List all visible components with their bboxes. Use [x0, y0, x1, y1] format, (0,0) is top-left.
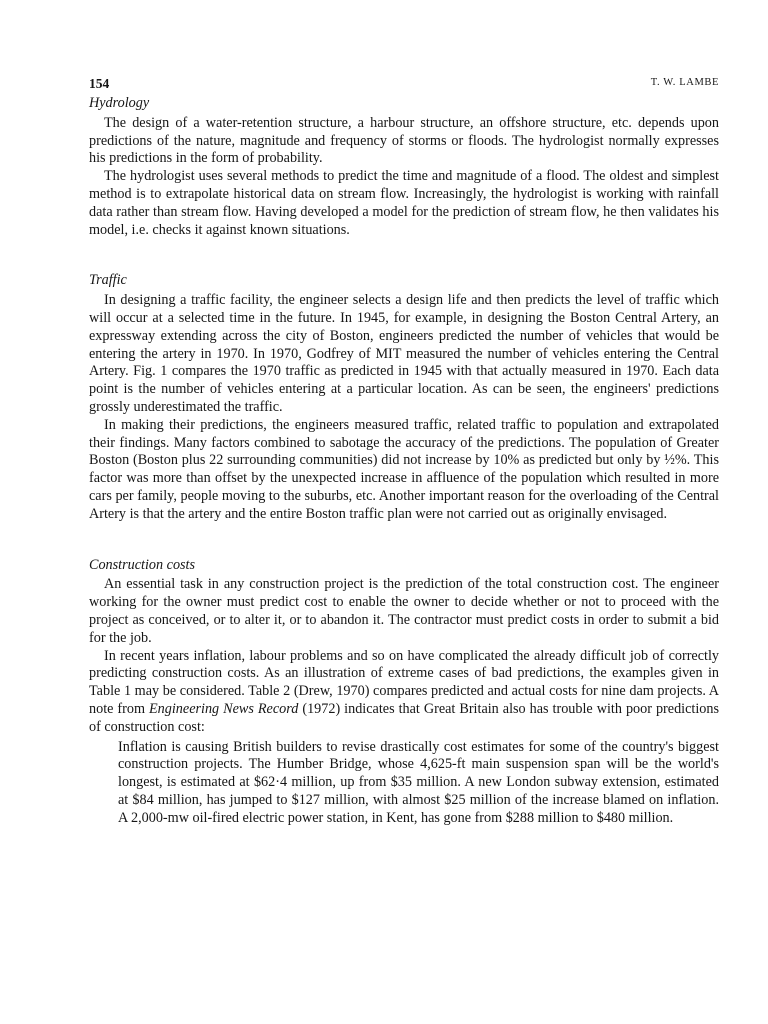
running-header — [89, 76, 719, 94]
paragraph: The design of a water-retention structure, a harbour structure, an offshore structure, etc. depends upon predictions of the nature, magnitude and frequency of storms or floods. The hydrologist normally expresses his predictions in the form of probability. — [89, 114, 719, 167]
paragraph-text: In recent years inflation, labour problems and so on have complicated the already difficult job of correctly predicting construction costs. As an illustration of extreme cases of bad predictions, the examples given in Table 1 may be considered. Table 2 (Drew, 1970) compares predicted and actual costs for nine dam projects. A note from — [89, 647, 719, 717]
section-traffic — [89, 272, 719, 523]
section-heading-traffic: Traffic — [89, 272, 127, 289]
journal-title: Engineering News Record — [149, 700, 299, 717]
paragraph — [89, 648, 719, 737]
paragraph: An essential task in any construction project is the prediction of the total construction cost. The engineer working for the owner must predict cost to enable the owner to decide whether or not to proceed with the project as conceived, or to alter it, or to abandon it. The contractor must predict costs in order to submit a bid for the job. — [89, 576, 719, 646]
section-heading-construction-costs: Construction costs — [89, 556, 196, 573]
page-number: 154 — [89, 76, 110, 91]
section-heading-hydrology: Hydrology — [89, 95, 150, 111]
section-construction-costs — [89, 557, 719, 828]
paragraph: The hydrologist uses several methods to predict the time and magnitude of a flood. The oldest and simplest method is to extrapolate historical data on stream flow. Increasingly, the hydrologist is working with rainfall data rather than stream flow. Having developed a model for the prediction of stream flow, he then validates his model, i.e. checks it against known situations. — [89, 168, 719, 238]
running-author: T. W. LAMBE — [650, 77, 719, 88]
paragraph: In designing a traffic facility, the engineer selects a design life and then predicts the level of traffic which will occur at a selected time in the future. In 1945, for example, in designing the Boston Central Artery, an expressway extending across the city of Boston, engineers predicted the number of vehicles that would be entering the artery in 1970. In 1970, Godfrey of MIT measured the number of vehicles entering the Central Artery. Fig. 1 compares the 1970 traffic as predicted in 1945 with that actually measured in 1970. Each data point is the number of vehicles entering at a particular location. As can be seen, the engineers' predictions grossly underestimated the traffic. — [89, 292, 719, 415]
section-hydrology — [89, 95, 719, 239]
body-text — [89, 95, 719, 827]
paragraph-text: (1972) indicates that Great Britain also has trouble with poor predictions of construction cost: — [89, 700, 719, 735]
block-quote: Inflation is causing British builders to revise drastically cost estimates for some of the country's biggest construction projects. The Humber Bridge, whose 4,625-ft main suspension span will be the world's longest, is estimated at $62·4 million, up from $35 million. A new London subway extension, estimated at $84 million, has jumped to $127 million, with almost $25 million of the increase blamed on inflation. A 2,000-mw oil-fired electric power station, in Kent, has gone from $288 million to $480 million. — [118, 738, 719, 826]
paragraph: In making their predictions, the engineers measured traffic, related traffic to population and extrapolated their findings. Many factors combined to sabotage the accuracy of the predictions. The population of Greater Boston (Boston plus 22 surrounding communities) did not increase by 10% as predicted but only by ½%. This factor was more than offset by the unexpected increase in affluence of the population which resulted in more cars per family, people moving to the suburbs, etc. Another important reason for the overloading of the Central Artery is that the artery and the entire Boston traffic plan were not carried out as originally envisaged. — [89, 416, 719, 522]
